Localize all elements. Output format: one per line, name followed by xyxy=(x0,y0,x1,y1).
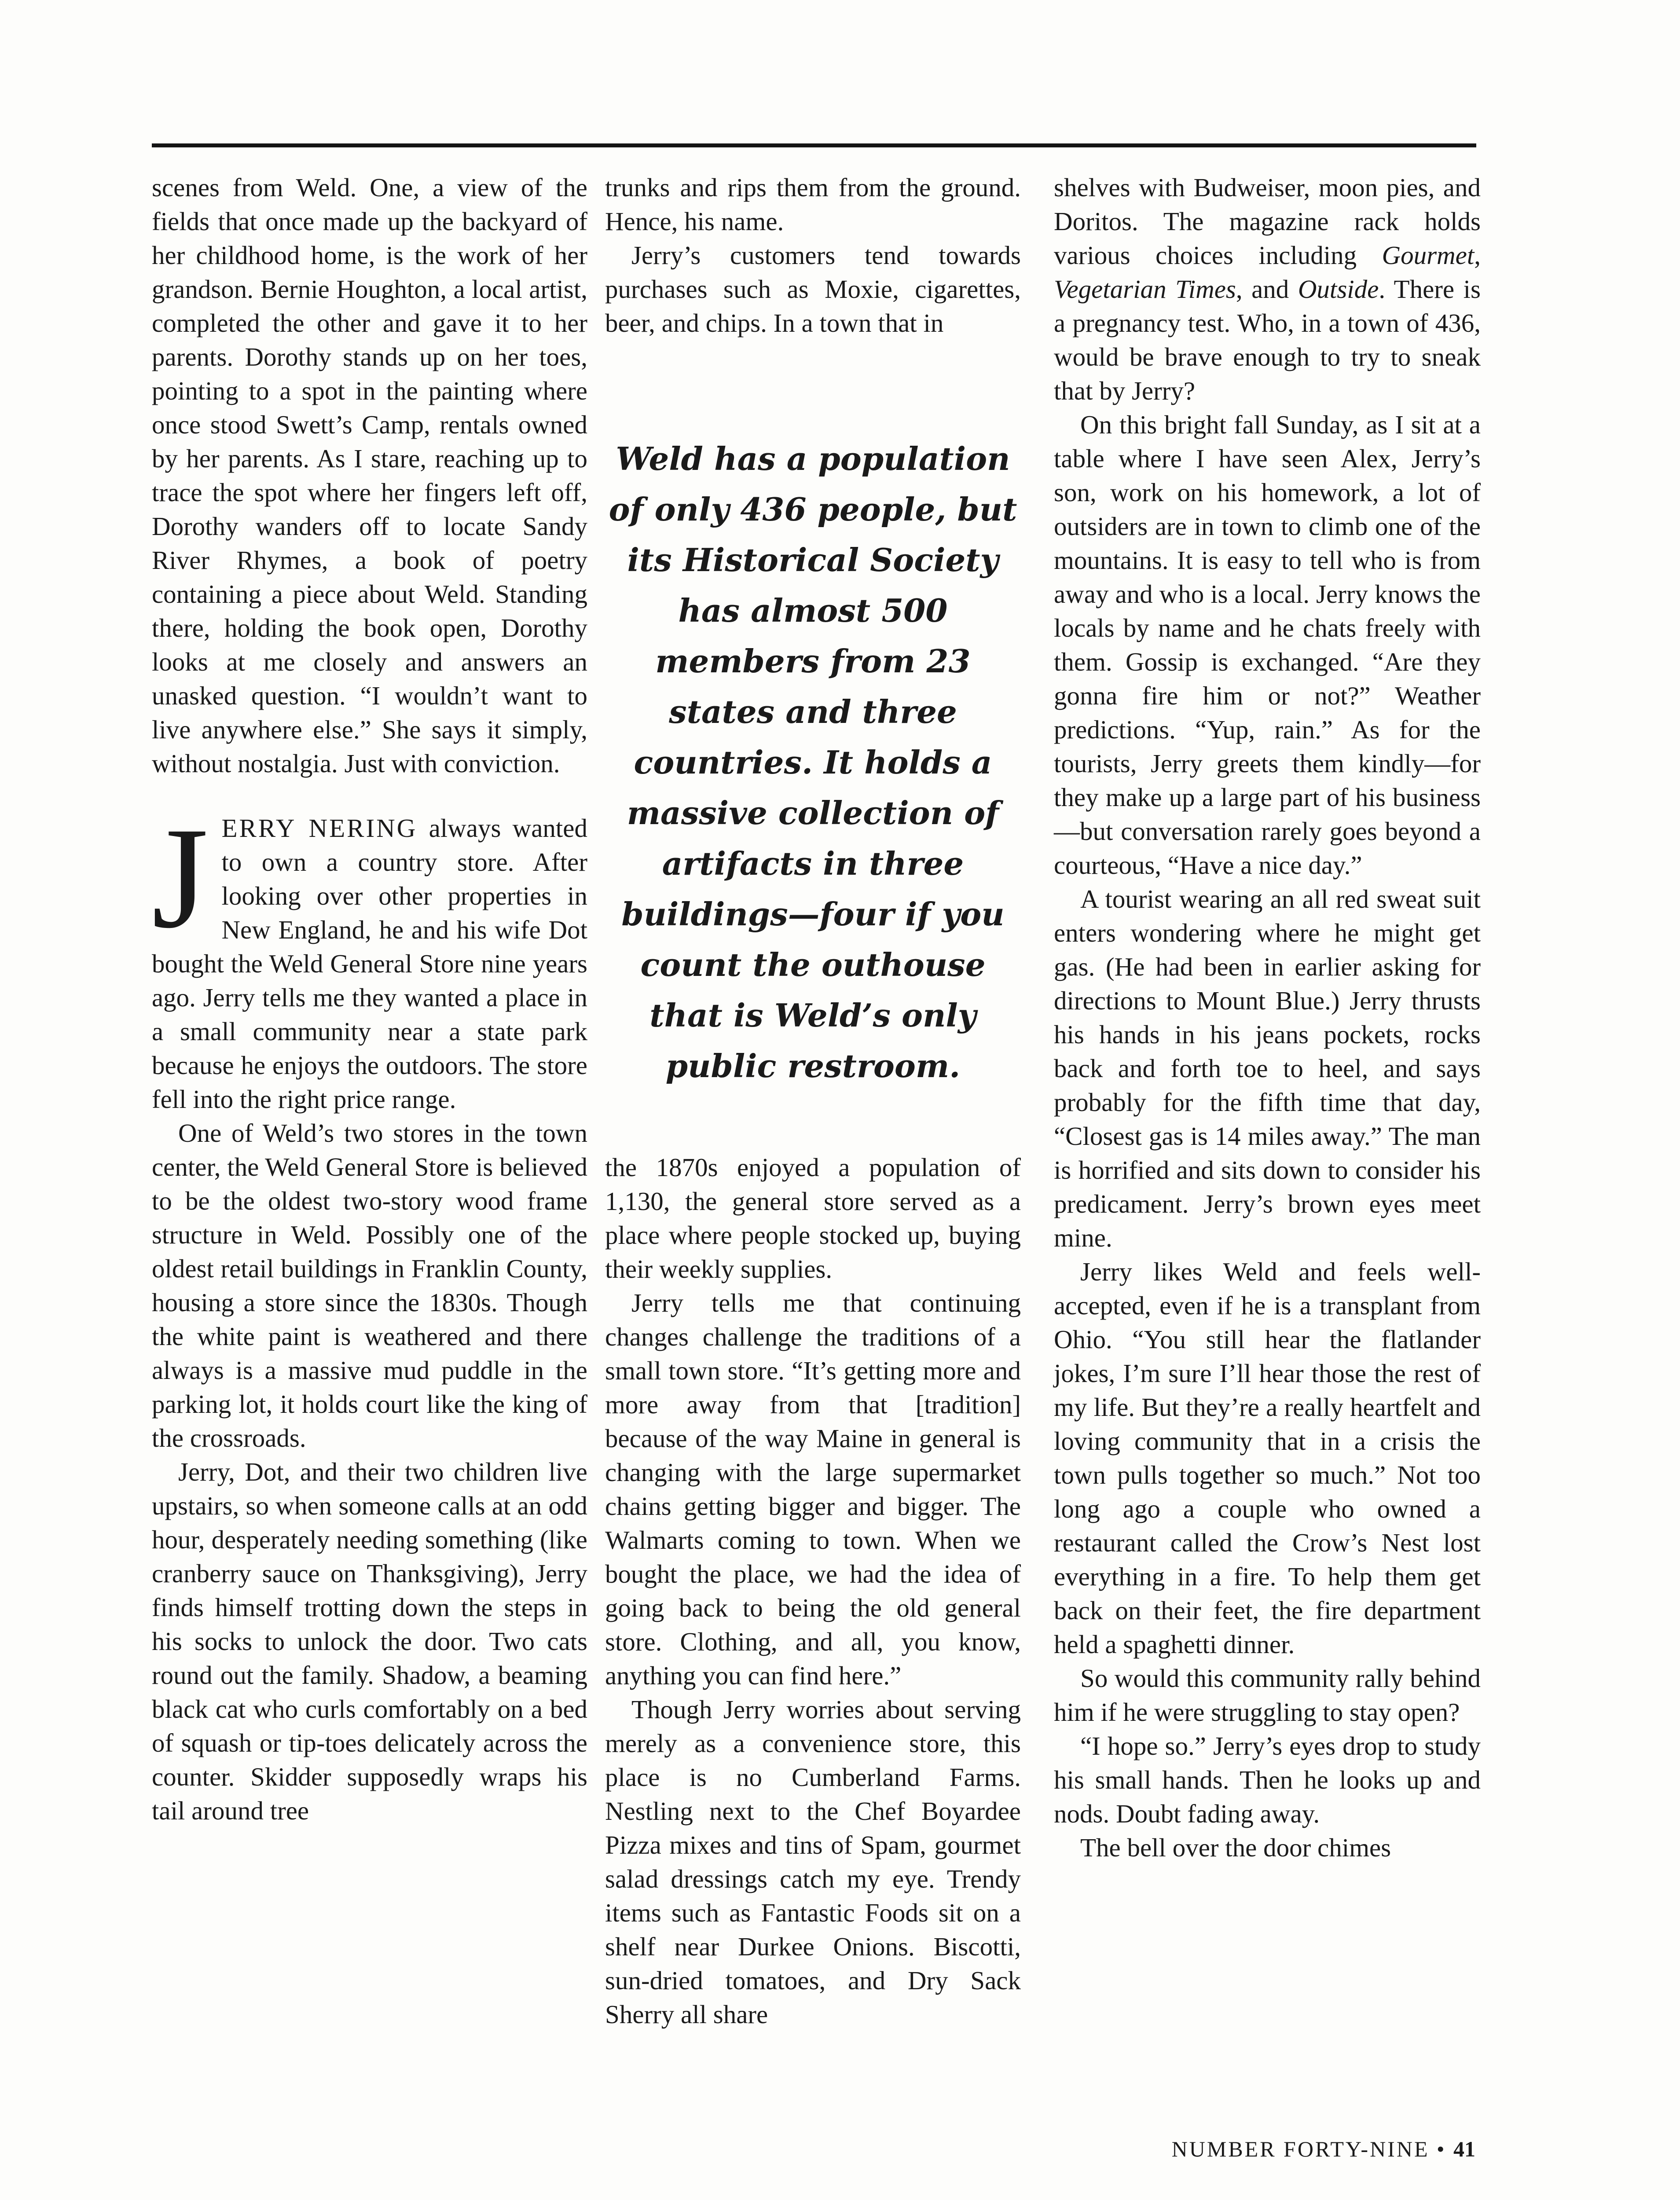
magazine-title: Outside xyxy=(1298,275,1379,304)
paragraph: scenes from Weld. One, a view of the fields that once made up the backyard of her childhood home, is the work of her grandson. Bernie Houghton, a local artist, completed the other and gave it to her parents. Dorothy stands up on her toes, pointing to a spot in the painting where once stood Swett’s Camp, rentals owned by her parents. As I stare, reaching up to trace the spot where her fingers left off, Dorothy wanders off to locate Sandy River Rhymes, a book of poetry containing a piece about Weld. Standing there, holding the book open, Dorothy looks at me closely and answers an unasked question. “I wouldn’t want to live anywhere else.” She says it simply, without nostalgia. Just with conviction. xyxy=(152,173,587,778)
paragraph: the 1870s enjoyed a population of 1,130, the general store served as a place where people stocked up, buying their weekly supplies. xyxy=(605,1153,1021,1283)
pull-quote: Weld has a population of only 436 people, but its Historical Society has almost 500 members from 23 states and three countries. It holds a massive collection of artifacts in three buildings—four if you count the outhouse that is Weld’s only public restroom. xyxy=(609,440,1017,1085)
paragraph: The bell over the door chimes xyxy=(1080,1833,1391,1862)
paragraph: Though Jerry worries about serving merely as a convenience store, this place is no Cumberland Farms. Nestling next to the Chef Boyardee Pizza mixes and tins of Spam, gourmet salad dressings catch my eye. Trendy items such as Fantastic Foods sit on a shelf near Durkee Onions. Biscotti, sun-dried tomatoes, and Dry Sack Sherry all share xyxy=(605,1695,1021,2029)
top-rule xyxy=(152,143,1476,147)
paragraph: So would this community rally behind him if he were struggling to stay open? xyxy=(1054,1664,1481,1727)
magazine-title: Gourmet xyxy=(1382,241,1475,270)
lead-caps: ERRY NERING xyxy=(221,814,418,843)
drop-cap: J xyxy=(152,798,209,958)
issue-label: NUMBER FORTY-NINE • xyxy=(1171,2137,1446,2161)
column-3 xyxy=(1054,171,1481,1865)
section-lead-paragraph xyxy=(152,798,587,1116)
paragraph-text: shelves with Budweiser, moon pies, and Doritos. The magazine rack holds various choices including xyxy=(1054,173,1481,270)
column-2-bottom xyxy=(605,1151,1021,2031)
paragraph: On this bright fall Sunday, as I sit at a table where I have seen Alex, Jerry’s son, work on his homework, a lot of outsiders are in town to climb one of the mountains. It is easy to tell who is from away and who is a local. Jerry knows the locals by name and he chats freely with them. Gossip is exchanged. “Are they gonna fire him or not?” Weather predictions. “Yup, rain.” As for the tourists, Jerry greets them kindly—for they make up a large part of his business—but conversation rarely goes beyond a courteous, “Have a nice day.” xyxy=(1054,410,1481,880)
paragraph: Jerry tells me that continuing changes challenge the traditions of a small town store. “It’s getting more and more away from that [tradition] because of the way Maine in general is changing with the large supermarket chains getting bigger and bigger. The Walmarts coming to town. When we bought the place, we had the idea of going back to being the old general store. Clothing, and all, you know, anything you can find here.” xyxy=(605,1288,1021,1690)
paragraph: trunks and rips them from the ground. Hence, his name. xyxy=(605,173,1021,236)
paragraph: A tourist wearing an all red sweat suit enters wondering where he might get gas. (He had been in earlier asking for directions to Mount Blue.) Jerry thrusts his hands in his jeans pockets, rocks back and forth toe to heel, and says probably for the fifth time that day, “Closest gas is 14 miles away.” The man is horrified and sits down to consider his predicament. Jerry’s brown eyes meet mine. xyxy=(1054,884,1481,1252)
paragraph: Jerry, Dot, and their two children live upstairs, so when someone calls at an odd hour, desperately needing something (like cranberry sauce on Thanksgiving), Jerry finds himself trotting down the steps in his socks to unlock the door. Two cats round out the family. Shadow, a beaming black cat who curls comfortably on a bed of squash or tip-toes delicately across the counter. Skidder supposedly wraps his tail around tree xyxy=(152,1457,587,1825)
column-1 xyxy=(152,171,587,1828)
column-2-top xyxy=(605,171,1021,340)
paragraph: One of Weld’s two stores in the town center, the Weld General Store is believed to be the oldest two-story wood frame structure in Weld. Possibly one of the oldest retail buildings in Franklin County, housing a store since the 1830s. Though the white paint is weathered and there always is a massive mud puddle in the parking lot, it holds court like the king of the crossroads. xyxy=(152,1118,587,1452)
page-number: 41 xyxy=(1453,2137,1475,2161)
page-footer xyxy=(1172,2136,1475,2162)
paragraph-text: . There is a pregnancy test. Who, in a town of 436, would be brave enough to try to sneak that by Jerry? xyxy=(1054,275,1481,405)
paragraph-text: always wanted to own a country store. After looking over other properties in New England, he and his wife Dot bought the Weld General Store nine years ago. Jerry tells me they wanted a place in a small community near a state park because he enjoys the outdoors. The store fell into the right price range. xyxy=(152,814,587,1114)
magazine-title: Vegetarian Times xyxy=(1054,275,1236,304)
paragraph: “I hope so.” Jerry’s eyes drop to study his small hands. Then he looks up and nods. Doubt fading away. xyxy=(1054,1731,1481,1828)
paragraph: Jerry’s customers tend towards purchases such as Moxie, cigarettes, beer, and chips. In a town that in xyxy=(605,241,1021,337)
paragraph: Jerry likes Weld and feels well-accepted, even if he is a transplant from Ohio. “You still hear the flatlander jokes, I’m sure I’ll hear those the rest of my life. But they’re a really heartfelt and loving community that in a crisis the town pulls together so much.” Not too long ago a couple who owned a restaurant called the Crow’s Nest lost everything in a fire. To help them get back on their feet, the fire department held a spaghetti dinner. xyxy=(1054,1257,1481,1659)
paragraph: shelves with Budweiser, moon pies, and Doritos. The magazine rack holds various choices including Gourmet, Vegetarian Times, and Outside. There is a pregnancy test. Who, in a town of 436, would be brave enough to try to sneak that by Jerry? xyxy=(1054,173,1481,405)
